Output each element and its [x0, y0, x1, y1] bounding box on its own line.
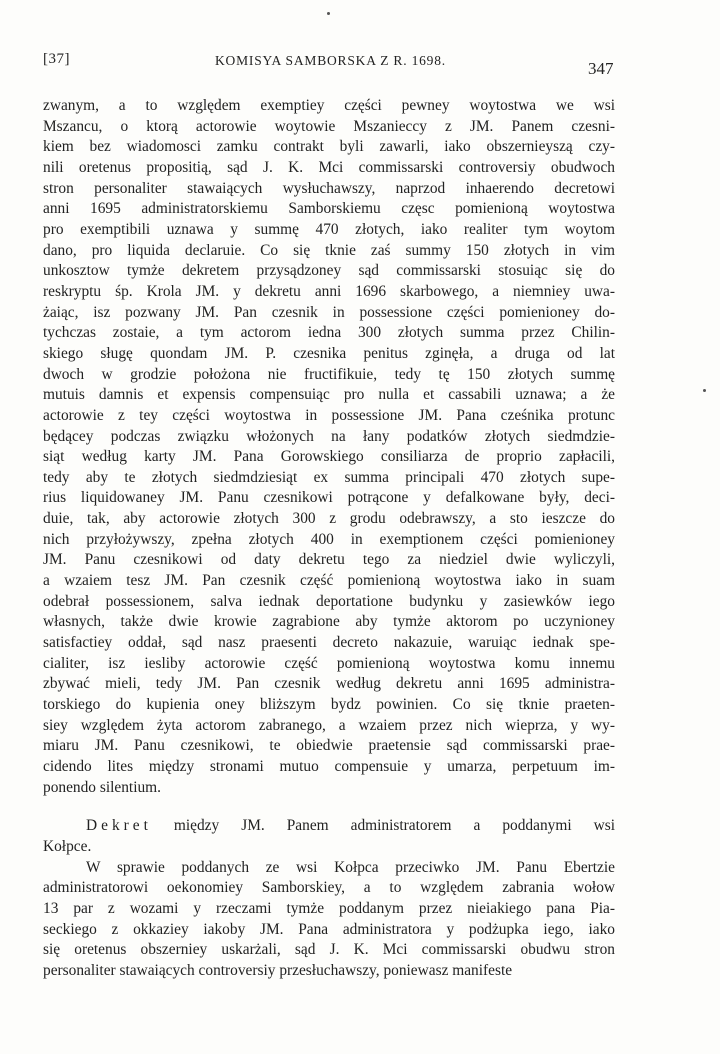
scan-speck — [327, 12, 330, 15]
text-line: reskryptu śp. Krola JM. y dekretu anni 1696 skarbowego, a niemniey uwa- — [43, 282, 615, 300]
text-line: kiem bez wiadomosci zamku contrakt byli zawarli, iako obszernieyszą czy- — [43, 138, 615, 156]
text-line: siąt według karty JM. Pana Gorowskiego consiliarza de proprio zapłacili, — [43, 448, 615, 466]
text-line: zbywać mieli, tedy JM. Pan czesnik według dekretu anni 1695 administra- — [43, 675, 615, 693]
paragraph-gap — [43, 798, 615, 816]
text-line: 13 par z wozami y rzeczami tymże poddanym przez nieiakiego pana Pia- — [43, 899, 615, 917]
text-line: rius liquidowaney JM. Panu czesnikowi potrącone y defalkowane były, deci- — [43, 489, 615, 507]
text-line: stron personaliter stawaiących wysłuchawszy, naprzod inhaerendo decretowi — [43, 179, 615, 197]
text-line: cidendo lites między stronami mutuo compensuie y umarza, perpetuum im- — [43, 758, 615, 775]
text-line: JM. Panu czesnikowi od daty dekretu tego za niedziel dwie wyliczyli, — [43, 551, 615, 569]
text-line: seckiego z okkaziey iakoby JM. Pana administratora y podżupka iego, iako — [43, 920, 615, 938]
text-line: skiego sługę quondam JM. P. czesnika penitus zginęła, a druga od lat — [43, 344, 615, 362]
heading-line-1 — [43, 816, 615, 837]
body-text — [43, 96, 615, 982]
scan-speck — [703, 389, 706, 392]
paragraph-2 — [43, 858, 615, 982]
text-line: W sprawie poddanych ze wsi Kołpca przeciwko JM. Panu Ebertzie — [86, 858, 615, 876]
text-line: Mszancu, o ktorą actorowie woytowie Mszanieccy z JM. Panem czesni- — [43, 117, 615, 135]
text-line: dwoch w grodzie położona nie fructifikuie, tedy tę 150 złotych summę — [43, 365, 615, 383]
text-line: będącey podczas związku włożonych na łany podatków złotych siedmdzie- — [43, 427, 615, 445]
text-line: tychczas zostaie, a tym actorom iedna 300 złotych summa przez Chilin- — [43, 324, 615, 342]
page-reference: [37] — [43, 51, 70, 67]
text-line: siey względem żyta actorom zabranego, a wzaiem przez nich wieprza, y wy- — [43, 716, 615, 734]
section-heading — [43, 816, 615, 857]
text-line: dano, pro liquida declaruie. Co się tknie zaś summy 150 złotych in vim — [43, 241, 615, 259]
paragraph-1 — [43, 96, 615, 798]
text-line: a wzaiem tesz JM. Pan czesnik część pomienioną woytostwa iako in suam — [43, 572, 615, 590]
text-line: cialiter, isz iesliby actorowie część pomienioną woytostwa komu innemu — [43, 654, 615, 672]
text-line: odebrał possessionem, salva iednak deportatione budynku y zasiewków iego — [43, 592, 615, 610]
text-line: się oretenus obszerniey uskarżali, sąd J. K. Mci commissarski obudwu stron — [43, 941, 615, 959]
text-line: mutuis damnis et expensis compensuiąc pro nulla et cassabili uznawa; a że — [43, 386, 615, 404]
text-line: administratorowi oekonomiey Samborskiey, a to względem zabrania wołow — [43, 879, 615, 897]
text-line: nili oretenus propositią, sąd J. K. Mci commissarski controversiy obudwoch — [43, 158, 615, 176]
text-line: satisfactiey oddał, sąd nasz praesenti decreto nakazuie, waruiąc iednak spe- — [43, 634, 615, 652]
heading-line-2: Kołpce. — [43, 837, 92, 855]
text-line: miaru JM. Panu czesnikowi, te obiedwie praetensie sąd commissarski prae- — [43, 737, 615, 755]
text-line: actorowie z tey części woytostwa in possessione JM. Pana cześnika protunc — [43, 406, 615, 424]
text-line: zwanym, a to względem exemptiey części pewney woytostwa we wsi — [43, 97, 615, 114]
text-line: ponendo silentium. — [43, 778, 161, 796]
page-number: 347 — [588, 59, 614, 78]
text-line: personaliter stawaiących controversiy przesłuchawszy, poniewasz manifeste — [43, 961, 513, 979]
text-line: pro exemptibili uznawa y summę 470 złotych, iako realiter tym woytom — [43, 220, 615, 238]
text-line: własnych, także dwie krowie zagrabione aby tymże aktorom po uczynioney — [43, 613, 615, 631]
text-line: anni 1695 administratorskiemu Samborskiemu częsc pomienioną woytostwa — [43, 200, 615, 218]
text-line: nich przyłożywszy, zpełna złotych 400 in exemptionem części pomienioney — [43, 530, 615, 548]
text-line: duie, tak, aby actorowie złotych 300 z grodu odebrawszy, a sto ieszcze do — [43, 510, 615, 528]
running-title: KOMISYA SAMBORSKA Z R. 1698. — [215, 53, 446, 68]
text-line: unkosztow tymże dekretem przysądzoney sąd commissarski stosuiąc się do — [43, 262, 615, 280]
heading-rest: między JM. Panem administratorem a poddanymi wsi — [173, 817, 615, 835]
text-line: żaiąc, isz pozwany JM. Pan czesnik in possessione części pomienioney do- — [43, 303, 615, 321]
text-line: torskiego do kupienia oney bliższym bydz powinien. Co się tknie praeten- — [43, 696, 615, 714]
heading-word: Dekret — [86, 817, 152, 835]
text-line: tedy aby te złotych siedmdziesiąt ex summa principali 470 złotych supe- — [43, 468, 615, 486]
